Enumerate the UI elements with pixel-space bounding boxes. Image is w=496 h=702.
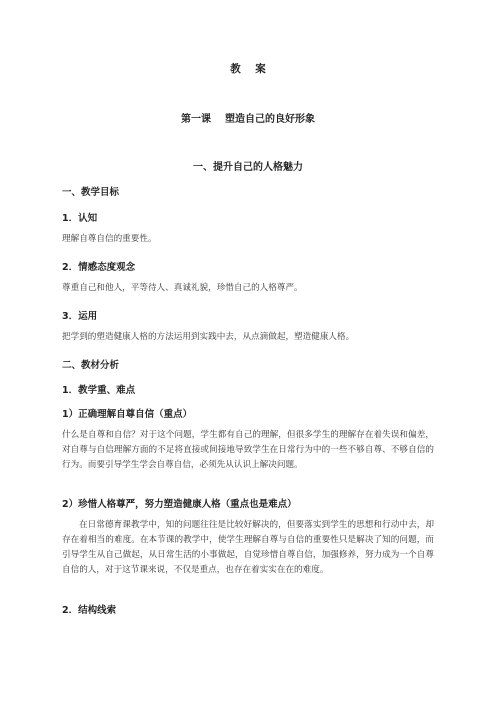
- point1-heading: 1）正确理解自尊自信（重点）: [62, 409, 193, 420]
- lesson-title: 第一课 塑造自己的良好形象: [181, 114, 315, 125]
- point2-heading: 2）珍惜人格尊严，努力塑造健康人格（重点也是难点）: [62, 499, 297, 510]
- attitude-heading: 2．情感态度观念: [62, 262, 136, 273]
- application-text: 把学到的塑造健康人格的方法运用到实践中去，从点滴做起，塑造健康人格。: [62, 332, 355, 342]
- structure-heading: 2．结构线索: [62, 605, 117, 616]
- application-heading: 3．运用: [62, 311, 98, 322]
- section-title: 一、提升自己的人格魅力: [193, 162, 303, 173]
- key-points-heading: 1．教学重、难点: [62, 385, 136, 396]
- document-title: 教 案: [230, 63, 266, 75]
- point2-text: 在日常德育课教学中，知的问题往往是比较好解决的，但要落实到学生的思想和行动中去，却存在着相当的难度。在本节课的教学中，使学生理解自尊与自信的重要性只是解决了知的问题，而引导学生从自己做起，从日常生活的小事做起，自觉珍惜自尊自信，加强修养，努力成为一个自尊自信的人，对于这节课来说，不仅是重点，也存在着实实在在的难度。: [62, 520, 434, 575]
- teaching-goals-heading: 一、教学目标: [62, 187, 120, 198]
- cognition-text: 理解自尊自信的重要性。: [62, 234, 157, 244]
- attitude-text: 尊重自己和他人，平等待人、真诚礼貌，珍惜自己的人格尊严。: [62, 283, 303, 293]
- cognition-heading: 1．认知: [62, 213, 98, 224]
- textbook-analysis-heading: 二、教材分析: [62, 360, 120, 371]
- point1-text: 什么是自尊和自信？对于这个问题，学生都有自己的理解，但很多学生的理解存在着失误和偏差，对自尊与自信理解方面的不足将直接或间接地导致学生在日常行为中的一些不够自尊、不够自信的行为。而要引导学生学会自尊自信，必须先从认识上解决问题。: [62, 430, 434, 470]
